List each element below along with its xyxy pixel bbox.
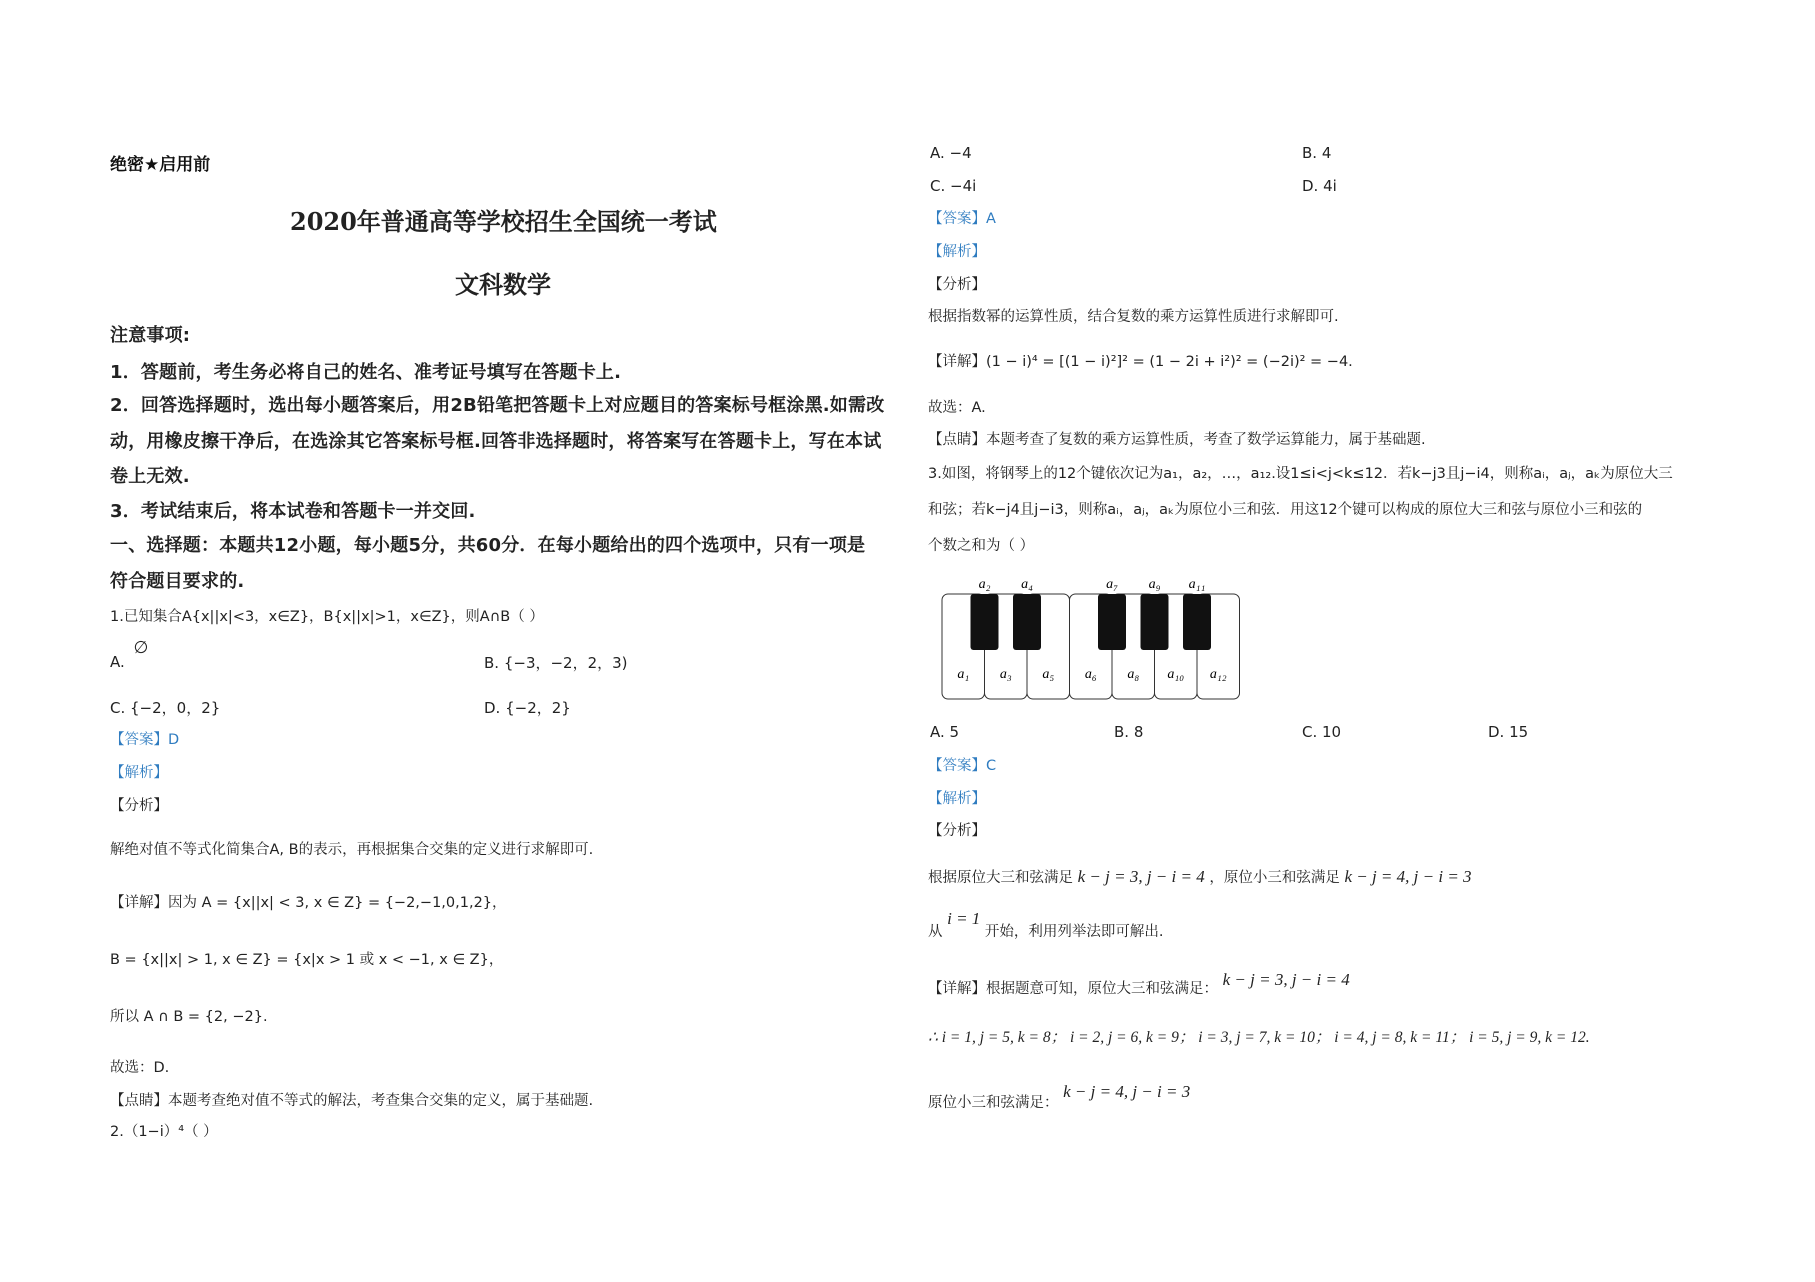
q3-fenxi-math1: k − j = 3, j − i = 4 <box>1077 867 1205 886</box>
q3-option-c: C. 10 <box>1302 723 1342 741</box>
q3-minor-text: 原位小三和弦满足： <box>928 1095 1059 1111</box>
q3-answer: 【答案】C <box>928 758 997 774</box>
note-2-line1: 2．回答选择题时，选出每小题答案后，用2B铅笔把答题卡上对应题目的答案标号框涂黑.如需改 <box>110 395 885 416</box>
q3-fenxi-math3: i = 1 <box>947 909 981 928</box>
q1-detail-line1: 【详解】因为 A = {x||x| < 3, x ∈ Z} = {−2,−1,0,1,2}， <box>110 895 507 911</box>
section-heading-line2: 符合题目要求的. <box>110 571 245 592</box>
q1-analysis-label: 【解析】 <box>110 765 168 781</box>
q3-fenxi-text1a: 根据原位大三和弦满足 <box>928 870 1073 886</box>
exam-title: 2020年普通高等学校招生全国统一考试 <box>290 207 717 236</box>
q3-option-a: A. 5 <box>930 723 960 741</box>
notes-heading: 注意事项: <box>110 325 191 346</box>
q1-answer: 【答案】D <box>110 732 180 748</box>
black-key-label: a₉ <box>1148 577 1161 592</box>
q3-detail-text: 【详解】根据题意可知，原位大三和弦满足： <box>928 981 1218 997</box>
q2-choose: 故选：A. <box>928 400 986 416</box>
q2-analysis-label: 【解析】 <box>928 244 986 260</box>
white-key-label: a₃ <box>999 667 1012 682</box>
note-2-line3: 卷上无效. <box>110 466 190 487</box>
q1-choose: 故选：D. <box>110 1060 170 1076</box>
q3-fenxi-text1b: ，原位小三和弦满足 <box>1209 870 1340 886</box>
q3-fenxi-line2 <box>928 909 1164 942</box>
q2-option-d: D. 4i <box>1302 177 1337 195</box>
q3-stem-line1: 3.如图，将钢琴上的12个键依次记为a₁，a₂，…，a₁₂.设1≤i<j<k≤12．若k−j3且j−i4，则称aᵢ，aⱼ，aₖ为原位大三 <box>928 466 1673 482</box>
q3-minor-line <box>928 1082 1191 1113</box>
note-1: 1．答题前，考生务必将自己的姓名、准考证号填写在答题卡上. <box>110 362 622 383</box>
white-key-label: a₆ <box>1084 667 1097 682</box>
q2-fenxi-text: 根据指数幂的运算性质，结合复数的乘方运算性质进行求解即可. <box>928 309 1339 325</box>
q1-option-a <box>110 638 149 672</box>
q3-detail-line1 <box>928 970 1350 999</box>
section-heading-line1: 一、选择题：本题共12小题，每小题5分，共60分．在每小题给出的四个选项中，只有一项是 <box>110 535 866 556</box>
q3-fenxi-label: 【分析】 <box>928 823 986 839</box>
q3-fenxi-line1 <box>928 867 1472 888</box>
exam-subtitle: 文科数学 <box>455 270 551 299</box>
q3-fenxi-text2b: 开始，利用列举法即可解出. <box>984 924 1164 940</box>
q1-option-c: C. {−2，0，2} <box>110 699 221 717</box>
white-key-label: a₁ <box>957 667 970 682</box>
empty-set-symbol: ∅ <box>133 638 149 658</box>
q2-answer: 【答案】A <box>928 211 996 227</box>
q3-fenxi-text2a: 从 <box>928 924 943 940</box>
q2-option-a: A. −4 <box>930 144 972 162</box>
q1-fenxi-label: 【分析】 <box>110 798 168 814</box>
black-key <box>971 594 999 650</box>
q3-stem-line2: 和弦；若k−j4且j−i3，则称aᵢ，aⱼ，aₖ为原位小三和弦．用这12个键可以构成的原位大三和弦与原位小三和弦的 <box>928 502 1643 518</box>
black-key <box>1183 594 1211 650</box>
white-key-label: a₁₂ <box>1209 667 1227 682</box>
q1-fenxi-text: 解绝对值不等式化简集合A, B的表示，再根据集合交集的定义进行求解即可. <box>110 842 594 858</box>
black-key-label: a₂ <box>978 577 991 592</box>
q1-detail-line2: B = {x||x| > 1, x ∈ Z} = {x|x > 1 或 x < −1, x ∈ Z}， <box>110 952 504 968</box>
q3-detail-math: k − j = 3, j − i = 4 <box>1222 970 1350 989</box>
q3-analysis-label: 【解析】 <box>928 791 986 807</box>
q2-stem: 2.（1−i）⁴（ ） <box>110 1124 218 1140</box>
black-key-label: a₄ <box>1021 577 1033 592</box>
q2-dianjing: 【点睛】本题考查了复数的乘方运算性质，考查了数学运算能力，属于基础题. <box>928 432 1426 448</box>
q3-option-b: B. 8 <box>1114 723 1144 741</box>
q3-fenxi-math2: k − j = 4, j − i = 3 <box>1344 867 1472 886</box>
black-key <box>1098 594 1126 650</box>
q2-fenxi-label: 【分析】 <box>928 277 986 293</box>
q1-option-b: B. {−3，−2，2，3) <box>484 654 628 672</box>
q1-detail-line3: 所以 A ∩ B = {2, −2}. <box>110 1009 268 1025</box>
black-key-label: a₁₁ <box>1188 577 1206 592</box>
black-key <box>1141 594 1169 650</box>
q1-option-a-label: A. <box>110 653 125 671</box>
note-2-line2: 动，用橡皮擦干净后，在选涂其它答案标号框.回答非选择题时，将答案写在答题卡上，写在本试 <box>110 431 882 452</box>
q3-minor-math: k − j = 4, j − i = 3 <box>1063 1082 1191 1101</box>
q2-detail: 【详解】(1 − i)⁴ = [(1 − i)²]² = (1 − 2i + i²)² = (−2i)² = −4. <box>928 354 1353 370</box>
black-key-label: a₇ <box>1106 577 1118 592</box>
white-key-label: a₈ <box>1127 667 1140 682</box>
white-key-label: a₁₀ <box>1167 667 1185 682</box>
q1-stem: 1.已知集合A{x||x|<3，x∈Z}，B{x||x|>1，x∈Z}，则A∩B（ ） <box>110 609 544 625</box>
q3-option-d: D. 15 <box>1488 723 1529 741</box>
q1-option-d: D. {−2，2} <box>484 699 571 717</box>
q2-option-c: C. −4i <box>930 177 977 195</box>
secret-label: 绝密★启用前 <box>110 155 211 175</box>
q2-option-b: B. 4 <box>1302 144 1332 162</box>
q3-stem-line3: 个数之和为（ ） <box>928 538 1035 554</box>
note-3: 3．考试结束后，将本试卷和答题卡一并交回. <box>110 501 476 522</box>
q1-dianjing: 【点睛】本题考查绝对值不等式的解法，考查集合交集的定义，属于基础题. <box>110 1093 594 1109</box>
q3-detail-list: ∴ i = 1, j = 5, k = 8； i = 2, j = 6, k = 9； i = 3, j = 7, k = 10； i = 4, j = 8, k = 11； i = 5, j = 9, k = 12. <box>928 1029 1590 1046</box>
white-key-label: a₅ <box>1042 667 1055 682</box>
black-key <box>1013 594 1041 650</box>
piano-keyboard-figure <box>940 572 1250 702</box>
